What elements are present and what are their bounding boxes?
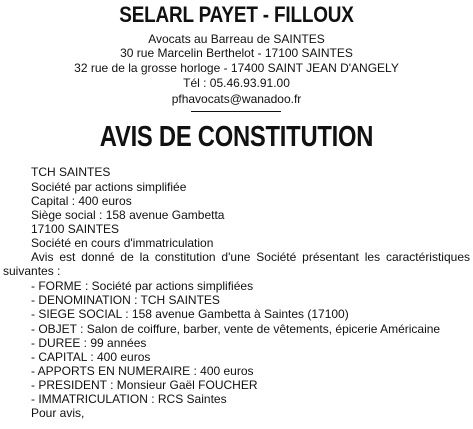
firm-address-line-2: 32 rue de la grosse horloge - 17400 SAINT JEAN D'ANGELY [74,61,399,75]
list-item-apports: - APPORTS EN NUMERAIRE : 400 euros [31,364,254,378]
list-item-capital: - CAPITAL : 400 euros [31,350,151,364]
firm-bar-line: Avocats au Barreau de SAINTES [148,32,325,46]
company-type-line: Société par actions simplifiée [31,180,187,194]
list-item-forme: - FORME : Société par actions simplifiées [31,279,254,293]
firm-phone: Tél : 05.46.93.91.00 [183,76,290,90]
company-capital-line: Capital : 400 euros [31,194,132,208]
company-status-line: Société en cours d'immatriculation [31,236,214,250]
company-name-line: TCH SAINTES [31,165,111,179]
firm-address-line-1: 30 rue Marcelin Berthelot - 17100 SAINTES [120,46,353,60]
firm-email: pfhavocats@wanadoo.fr [171,92,302,106]
header-divider [191,111,281,112]
company-seat-line: Siège social : 158 avenue Gambetta [31,208,225,222]
firm-name: SELARL PAYET - FILLOUX [119,2,354,27]
notice-title: AVIS DE CONSTITUTION [99,121,374,153]
list-item-objet: - OBJET : Salon de coiffure, barber, vente de vêtements, épicerie Américaine [31,322,441,336]
list-item-denomination: - DENOMINATION : TCH SAINTES [31,293,220,307]
notice-paragraph: Avis est donné de la constitution d'une Société présentant les caractéristiques suivantes : [3,250,470,278]
list-item-siege-social: - SIEGE SOCIAL : 158 avenue Gambetta à Saintes (17100) [31,307,349,321]
company-postcode-line: 17100 SAINTES [31,222,120,236]
list-item-duree: - DUREE : 99 années [31,336,147,350]
list-item-immatriculation: - IMMATRICULATION : RCS Saintes [31,392,227,406]
list-item-president: - PRESIDENT : Monsieur Gaël FOUCHER [31,378,258,392]
closing-line: Pour avis, [31,406,85,420]
